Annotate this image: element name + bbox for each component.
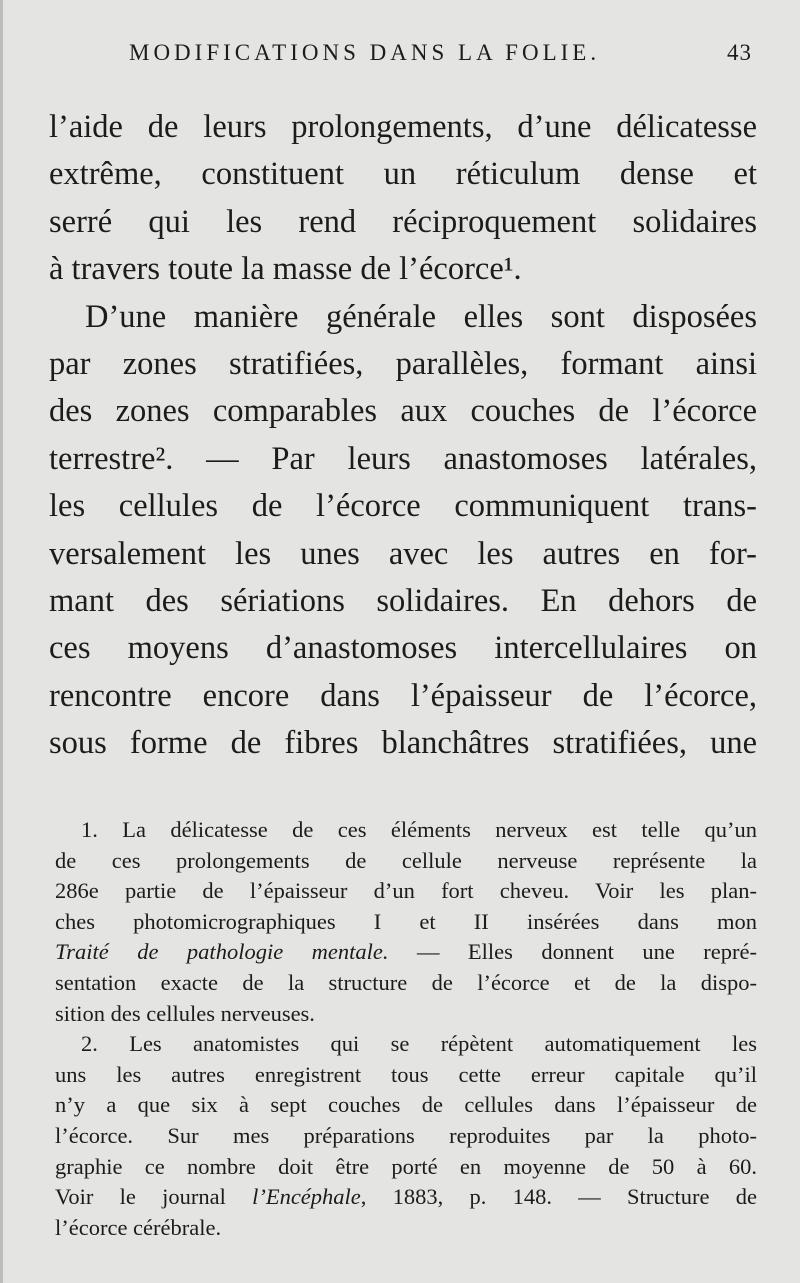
- footnote-line: n’y a que six à sept couches de cellules dans l’épaisseur de: [55, 1092, 757, 1118]
- footnote-line: 1. La délicatesse de ces éléments nerveux est telle qu’un: [81, 817, 757, 842]
- footnotes: [55, 815, 757, 1243]
- text-line: les cellules de l’écorce communiquent trans-: [49, 488, 757, 525]
- text-line: sous forme de fibres blanchâtres stratifiées, une: [49, 725, 757, 762]
- footnote-line: de ces prolongements de cellule nerveuse représente la: [55, 847, 757, 873]
- running-title: MODIFICATIONS DANS LA FOLIE.: [129, 40, 601, 65]
- text-line: ces moyens d’anastomoses intercellulaires on: [49, 630, 757, 667]
- footnote-line: 2. Les anatomistes qui se répètent automatiquement les: [81, 1031, 757, 1057]
- text-line: des zones comparables aux couches de l’écorce: [49, 393, 757, 430]
- footnote-line: ches photomicrographiques I et II insérées dans mon: [55, 908, 757, 934]
- footnote-line: sition des cellules nerveuses.: [55, 1000, 315, 1026]
- text-line: rencontre encore dans l’épaisseur de l’écorce,: [49, 677, 757, 714]
- text-line: mant des sériations solidaires. En dehors de: [49, 582, 757, 619]
- journal-title: l’Encéphale: [252, 1184, 361, 1210]
- text-line: D’une manière générale elles sont disposées: [85, 298, 757, 335]
- footnote-line: 286e partie de l’épaisseur d’un fort cheveu. Voir les plan-: [55, 878, 757, 904]
- footnote-line: l’écorce. Sur mes préparations reproduites par la photo-: [55, 1122, 757, 1148]
- text-line: terrestre². — Par leurs anastomoses latérales,: [49, 440, 757, 477]
- text-line: extrême, constituent un réticulum dense et: [49, 156, 757, 193]
- footnote-line: Traité de pathologie mentale. — Elles donnent une repré-: [55, 939, 757, 965]
- text-line: par zones stratifiées, parallèles, formant ainsi: [49, 345, 757, 382]
- text-line: l’aide de leurs prolongements, d’une délicatesse: [49, 109, 757, 145]
- running-header: [51, 40, 752, 80]
- footnote-line: uns les autres enregistrent tous cette erreur capitale qu’il: [55, 1061, 757, 1087]
- text-line: versalement les unes avec les autres en for-: [49, 535, 757, 572]
- text-line: à travers toute la masse de l’écorce¹.: [49, 251, 522, 288]
- page-number: 43: [727, 40, 752, 65]
- text-line: serré qui les rend réciproquement solidaires: [49, 203, 757, 240]
- book-title: Traité de pathologie mentale.: [55, 939, 389, 965]
- footnote-line: l’écorce cérébrale.: [55, 1214, 222, 1240]
- footnote-line: graphie ce nombre doit être porté en moyenne de 50 à 60.: [55, 1153, 757, 1179]
- footnote-line: sentation exacte de la structure de l’écorce et de la dispo-: [55, 969, 757, 995]
- footnote-line: Voir le journal l’Encéphale, 1883, p. 148. — Structure de: [55, 1184, 758, 1210]
- main-text: [49, 104, 757, 767]
